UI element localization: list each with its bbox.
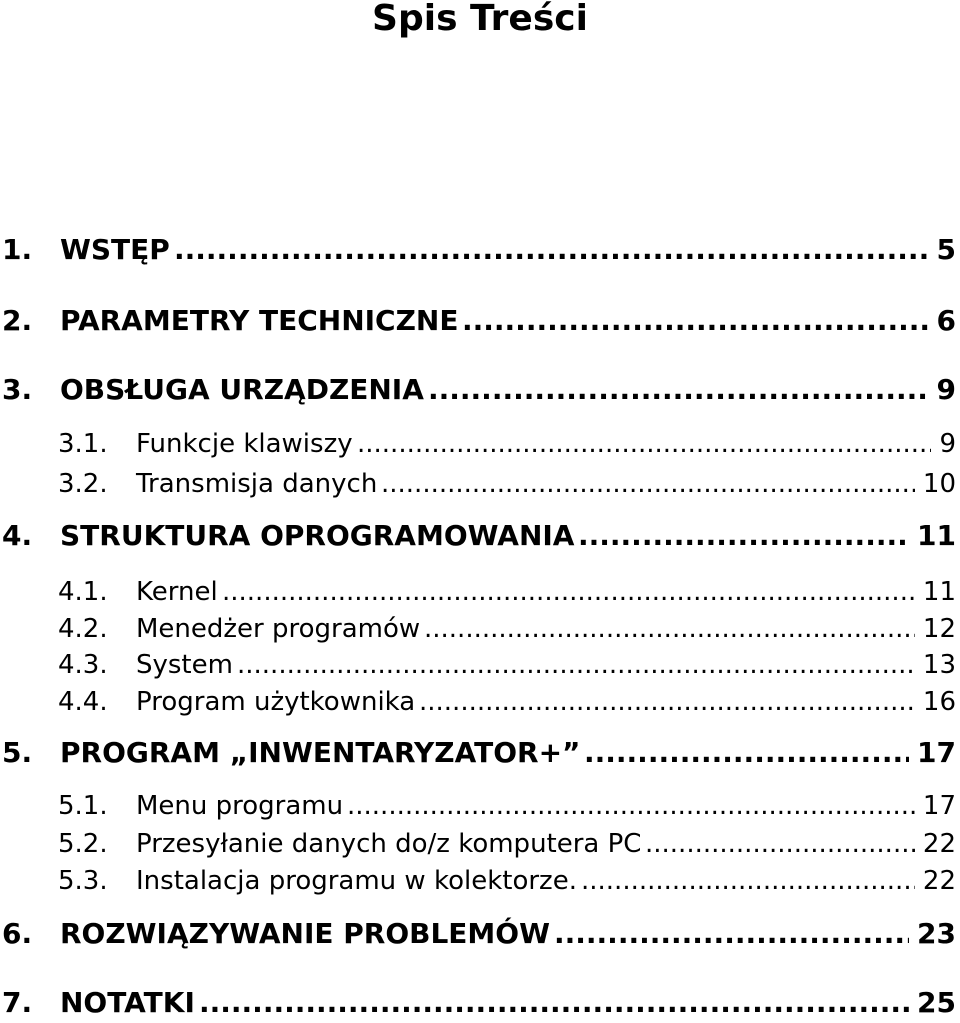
- page-title: Spis Treści: [372, 0, 588, 39]
- toc-leader-dots: [645, 824, 915, 864]
- toc-entry-number: 2.: [2, 304, 33, 337]
- toc-entry[interactable]: [0, 572, 960, 612]
- toc-entry-number: 3.: [2, 373, 33, 406]
- toc-leader-dots: [581, 861, 915, 901]
- toc-leader-dots: [347, 786, 915, 826]
- toc-entry-number: 5.: [2, 736, 33, 769]
- toc-entry-title: System: [136, 650, 233, 680]
- toc-leader-dots: [554, 914, 909, 954]
- toc-entry[interactable]: [0, 861, 960, 901]
- toc-entry-title: Funkcje klawiszy: [136, 429, 353, 459]
- toc-entry[interactable]: [0, 516, 960, 556]
- toc-leader-dots: [584, 733, 909, 773]
- toc-entry-number: 5.2.: [58, 829, 108, 859]
- toc-entry[interactable]: [0, 682, 960, 722]
- toc-entry-page: 17: [917, 736, 956, 769]
- toc-entry[interactable]: [0, 786, 960, 826]
- toc-entry-page: 12: [922, 614, 956, 644]
- toc-entry-page: 5: [936, 233, 956, 266]
- toc-leader-dots: [462, 301, 929, 341]
- toc-leader-dots: [419, 682, 915, 722]
- toc-entry-number: 5.3.: [58, 866, 108, 896]
- toc-entry-page: 10: [922, 469, 956, 499]
- toc-leader-dots: [424, 609, 915, 649]
- toc-leader-dots: [381, 464, 915, 504]
- toc-entry-number: 6.: [2, 917, 33, 950]
- toc-entry-title: Menedżer programów: [136, 614, 421, 644]
- toc-entry-title: OBSŁUGA URZĄDZENIA: [60, 373, 424, 406]
- toc-leader-dots: [199, 983, 909, 1023]
- toc-entry-title: WSTĘP: [60, 233, 170, 266]
- toc-entry-number: 4.2.: [58, 614, 108, 644]
- toc-entry-page: 11: [917, 519, 956, 552]
- toc-leader-dots: [174, 230, 929, 270]
- toc-entry[interactable]: [0, 230, 960, 270]
- toc-entry-page: 22: [922, 866, 956, 896]
- toc-entry-page: 6: [936, 304, 956, 337]
- toc-entry-title: Kernel: [136, 577, 218, 607]
- toc-entry[interactable]: [0, 645, 960, 685]
- toc-leader-dots: [428, 370, 929, 410]
- toc-entry[interactable]: [0, 609, 960, 649]
- toc-entry-page: 16: [922, 687, 956, 717]
- toc-leader-dots: [222, 572, 915, 612]
- toc-entry-number: 5.1.: [58, 791, 108, 821]
- toc-entry-number: 4.4.: [58, 687, 108, 717]
- toc-entry-page: 25: [917, 986, 956, 1019]
- toc-entry-page: 9: [939, 429, 956, 459]
- toc-leader-dots: [357, 424, 931, 464]
- toc-entry-title: ROZWIĄZYWANIE PROBLEMÓW: [60, 917, 550, 950]
- toc-entry[interactable]: [0, 914, 960, 954]
- toc-entry-number: 3.2.: [58, 469, 108, 499]
- toc-entry-page: 17: [922, 791, 956, 821]
- toc-entry-page: 9: [936, 373, 956, 406]
- toc-entry-page: 23: [917, 917, 956, 950]
- toc-entry-number: 4.: [2, 519, 33, 552]
- toc-entry[interactable]: [0, 824, 960, 864]
- toc-entry[interactable]: [0, 424, 960, 464]
- toc-entry-title: STRUKTURA OPROGRAMOWANIA: [60, 519, 575, 552]
- toc-entry[interactable]: [0, 301, 960, 341]
- toc-entry[interactable]: [0, 733, 960, 773]
- toc-entry-title: Menu programu: [136, 791, 344, 821]
- toc-leader-dots: [237, 645, 915, 685]
- toc-leader-dots: [578, 516, 909, 556]
- toc-entry-page: 11: [922, 577, 956, 607]
- toc-entry-title: Transmisja danych: [136, 469, 378, 499]
- toc-entry[interactable]: [0, 464, 960, 504]
- toc-entry-page: 22: [922, 829, 956, 859]
- toc-entry[interactable]: [0, 983, 960, 1023]
- toc-entry-number: 4.3.: [58, 650, 108, 680]
- toc-entry-page: 13: [922, 650, 956, 680]
- toc-entry-number: 3.1.: [58, 429, 108, 459]
- toc-entry-title: PARAMETRY TECHNICZNE: [60, 304, 459, 337]
- toc-entry-number: 7.: [2, 986, 33, 1019]
- toc-entry-title: Instalacja programu w kolektorze.: [136, 866, 577, 896]
- toc-entry-title: PROGRAM „INWENTARYZATOR+”: [60, 736, 581, 769]
- toc-entry-title: Przesyłanie danych do/z komputera PC: [136, 829, 642, 859]
- toc-entry-title: Program użytkownika: [136, 687, 416, 717]
- toc-entry[interactable]: [0, 370, 960, 410]
- toc-entry-number: 4.1.: [58, 577, 108, 607]
- toc-entry-title: NOTATKI: [60, 986, 195, 1019]
- toc-entry-number: 1.: [2, 233, 33, 266]
